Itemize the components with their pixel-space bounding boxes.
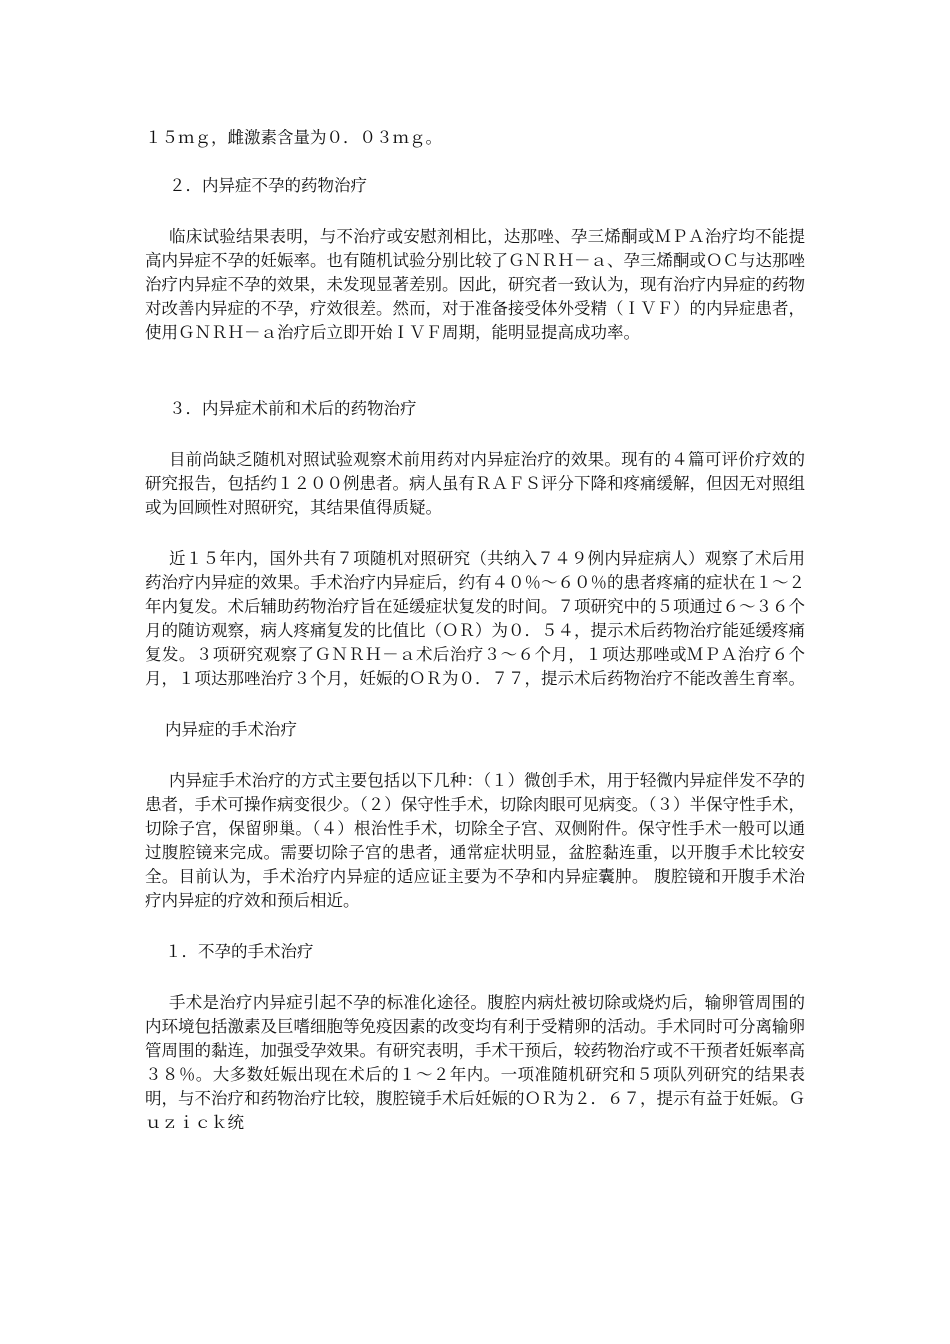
section-heading: １．不孕的手术治疗: [165, 942, 314, 961]
section-heading: ３．内异症术前和术后的药物治疗: [169, 399, 417, 418]
section-heading: ２．内异症不孕的药物治疗: [169, 176, 367, 195]
paragraph: 目前尚缺乏随机对照试验观察术前用药对内异症治疗的效果。现有的４篇可评价疗效的研究报告，包括约１２００例患者。病人虽有ＲＡＦＳ评分下降和疼痛缓解，但因无对照组或为回顾性对照研究，其结果值得质疑。: [145, 450, 805, 517]
paragraph: 近１５年内，国外共有７项随机对照研究（共纳入７４９例内异症病人）观察了术后用药治疗内异症的效果。手术治疗内异症后，约有４０％～６０％的患者疼痛的症状在１～２年内复发。术后辅助药物治疗旨在延缓症状复发的时间。７项研究中的５项通过６～３６个月的随访观察，病人疼痛复发的比值比（ＯＲ）为０．５４，提示术后药物治疗能延缓疼痛复发。３项研究观察了ＧＮＲＨ－ａ术后治疗３～６个月，１项达那唑或ＭＰＡ治疗６个月，１项达那唑治疗３个月，妊娠的ＯＲ为０．７７，提示术后药物治疗不能改善生育率。: [145, 549, 805, 688]
paragraph: 内异症手术治疗的方式主要包括以下几种：（１）微创手术，用于轻微内异症伴发不孕的患者，手术可操作病变很少。（２）保守性手术，切除肉眼可见病变。（３）半保守性手术，切除子宫，保留卵巢。（４）根治性手术，切除全子宫、双侧附件。保守性手术一般可以通过腹腔镜来完成。需要切除子宫的患者，通常症状明显，盆腔黏连重，以开腹手术比较安全。目前认为，手术治疗内异症的适应证主要为不孕和内异症囊肿。 腹腔镜和开腹手术治疗内异症的疗效和预后相近。: [145, 771, 805, 910]
paragraph: 手术是治疗内异症引起不孕的标准化途径。腹腔内病灶被切除或烧灼后，输卵管周围的内环境包括激素及巨嗜细胞等免疫因素的改变均有利于受精卵的活动。手术同时可分离输卵管周围的黏连，加强受孕效果。有研究表明，手术干预后，较药物治疗或不干预者妊娠率高３８％。大多数妊娠出现在术后的１～２年内。一项准随机研究和５项队列研究的结果表明，与不治疗和药物治疗比较，腹腔镜手术后妊娠的ＯＲ为２．６７，提示有益于妊娠。Ｇｕｚｉｃｋ统: [145, 993, 805, 1132]
document-body: [145, 126, 805, 1135]
text-line: １５ｍｇ，雌激素含量为０．０３ｍｇ。: [145, 128, 442, 147]
paragraph: 临床试验结果表明，与不治疗或安慰剂相比，达那唑、孕三烯酮或ＭＰＡ治疗均不能提高内异症不孕的妊娠率。也有随机试验分别比较了ＧＮＲＨ－ａ、孕三烯酮或ＯＣ与达那唑治疗内异症不孕的效果，未发现显著差别。因此，研究者一致认为，现有治疗内异症的药物对改善内异症的不孕，疗效很差。然而，对于准备接受体外受精（ＩＶＦ）的内异症患者，使用ＧＮＲＨ－ａ治疗后立即开始ＩＶＦ周期，能明显提高成功率。: [145, 227, 805, 342]
section-heading: 内异症的手术治疗: [165, 720, 297, 739]
